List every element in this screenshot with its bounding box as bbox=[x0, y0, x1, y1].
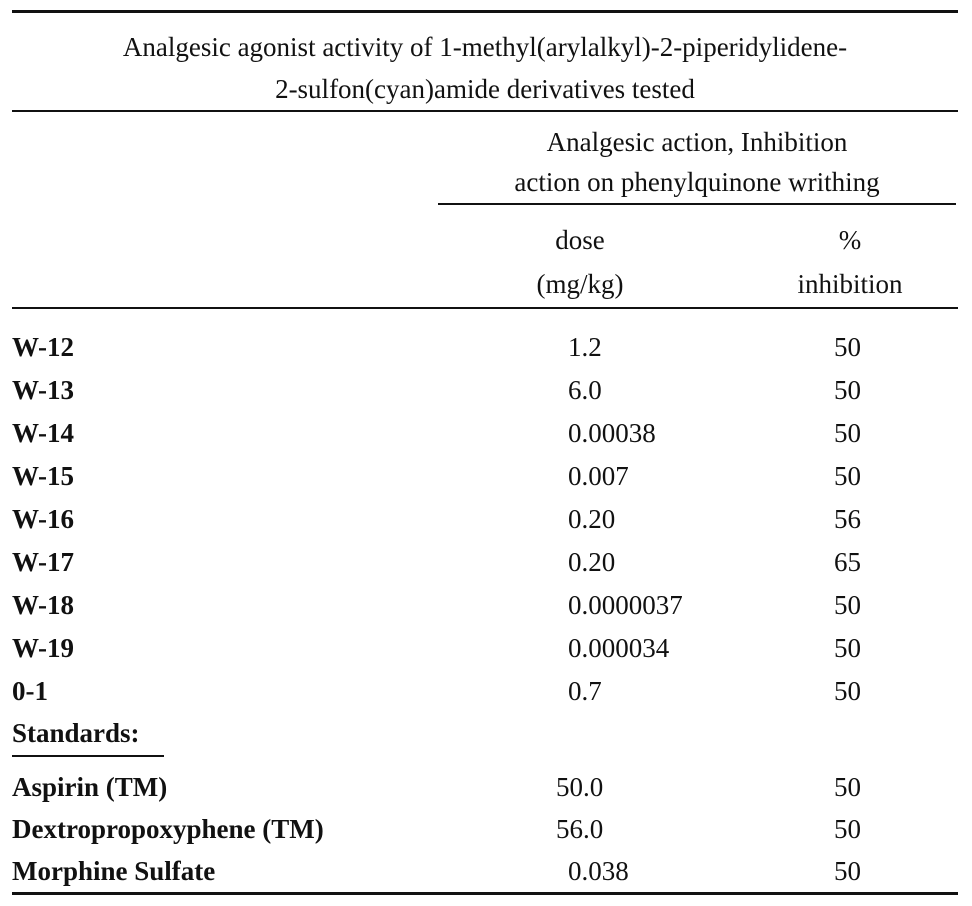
table-row bbox=[0, 627, 972, 670]
column-header-inhibition-line-1: % bbox=[838, 225, 862, 255]
compound-cell: W-15 bbox=[12, 461, 74, 491]
table-row bbox=[0, 541, 972, 584]
table-row bbox=[0, 412, 972, 455]
table-title-line-2: 2-sulfon(cyan)amide derivatives tested bbox=[275, 74, 695, 104]
compound-cell: W-19 bbox=[12, 633, 74, 663]
table-row bbox=[0, 670, 972, 713]
compound-cell: W-16 bbox=[12, 504, 74, 534]
inhibition-cell: 50 bbox=[834, 590, 861, 620]
dose-cell: 0.0000037 bbox=[568, 590, 683, 620]
inhibition-cell: 50 bbox=[834, 418, 861, 448]
inhibition-cell: 56 bbox=[834, 504, 861, 534]
compound-cell: W-17 bbox=[12, 547, 74, 577]
column-group-header-line-2: action on phenylquinone writhing bbox=[514, 167, 880, 197]
column-group-rule bbox=[438, 203, 956, 205]
table-row bbox=[0, 850, 972, 893]
dose-cell: 0.20 bbox=[568, 547, 616, 577]
column-group-header-line-1: Analgesic action, Inhibition bbox=[546, 127, 848, 157]
dose-cell: 0.038 bbox=[568, 856, 629, 886]
bottom-rule bbox=[12, 892, 958, 895]
dose-cell: 1.2 bbox=[568, 332, 602, 362]
inhibition-cell: 50 bbox=[834, 633, 861, 663]
table-row bbox=[0, 584, 972, 627]
table-row bbox=[0, 498, 972, 541]
inhibition-cell: 50 bbox=[834, 375, 861, 405]
standards-underline bbox=[12, 755, 164, 757]
compound-cell: Morphine Sulfate bbox=[12, 856, 216, 886]
dose-cell: 0.20 bbox=[568, 504, 616, 534]
header-rule bbox=[12, 307, 958, 309]
compound-cell: W-12 bbox=[12, 332, 74, 362]
dose-cell: 0.7 bbox=[568, 676, 602, 706]
column-header-dose bbox=[500, 218, 660, 306]
top-rule bbox=[12, 10, 958, 13]
inhibition-cell: 50 bbox=[834, 676, 861, 706]
compound-cell: Dextropropoxyphene (TM) bbox=[12, 814, 324, 844]
dose-cell: 6.0 bbox=[568, 375, 602, 405]
table-title-line-1: Analgesic agonist activity of 1-methyl(arylalkyl)-2-piperidylidene- bbox=[122, 32, 848, 62]
title-rule bbox=[12, 110, 958, 112]
table-row bbox=[0, 455, 972, 498]
dose-cell: 0.00038 bbox=[568, 418, 656, 448]
inhibition-cell: 50 bbox=[834, 856, 861, 886]
dose-cell: 50.0 bbox=[556, 772, 604, 802]
inhibition-cell: 50 bbox=[834, 814, 861, 844]
inhibition-cell: 65 bbox=[834, 547, 861, 577]
column-group-header bbox=[438, 122, 956, 202]
compound-cell: 0-1 bbox=[12, 676, 48, 706]
table-row bbox=[0, 369, 972, 412]
dose-cell: 0.007 bbox=[568, 461, 629, 491]
table-row bbox=[0, 766, 972, 809]
column-header-dose-line-2: (mg/kg) bbox=[536, 269, 624, 299]
dose-cell: 0.000034 bbox=[568, 633, 670, 663]
compound-cell: Aspirin (TM) bbox=[12, 772, 168, 802]
inhibition-cell: 50 bbox=[834, 772, 861, 802]
compound-cell: W-18 bbox=[12, 590, 74, 620]
column-header-inhibition-line-2: inhibition bbox=[797, 269, 903, 299]
inhibition-cell: 50 bbox=[834, 461, 861, 491]
compound-cell: W-13 bbox=[12, 375, 74, 405]
table-title bbox=[12, 26, 958, 110]
column-header-inhibition bbox=[770, 218, 930, 306]
table-row bbox=[0, 326, 972, 369]
compound-cell: W-14 bbox=[12, 418, 74, 448]
column-header-dose-line-1: dose bbox=[555, 225, 605, 255]
table-row bbox=[0, 808, 972, 851]
dose-cell: 56.0 bbox=[556, 814, 604, 844]
standards-label: Standards: bbox=[12, 718, 140, 748]
inhibition-cell: 50 bbox=[834, 332, 861, 362]
